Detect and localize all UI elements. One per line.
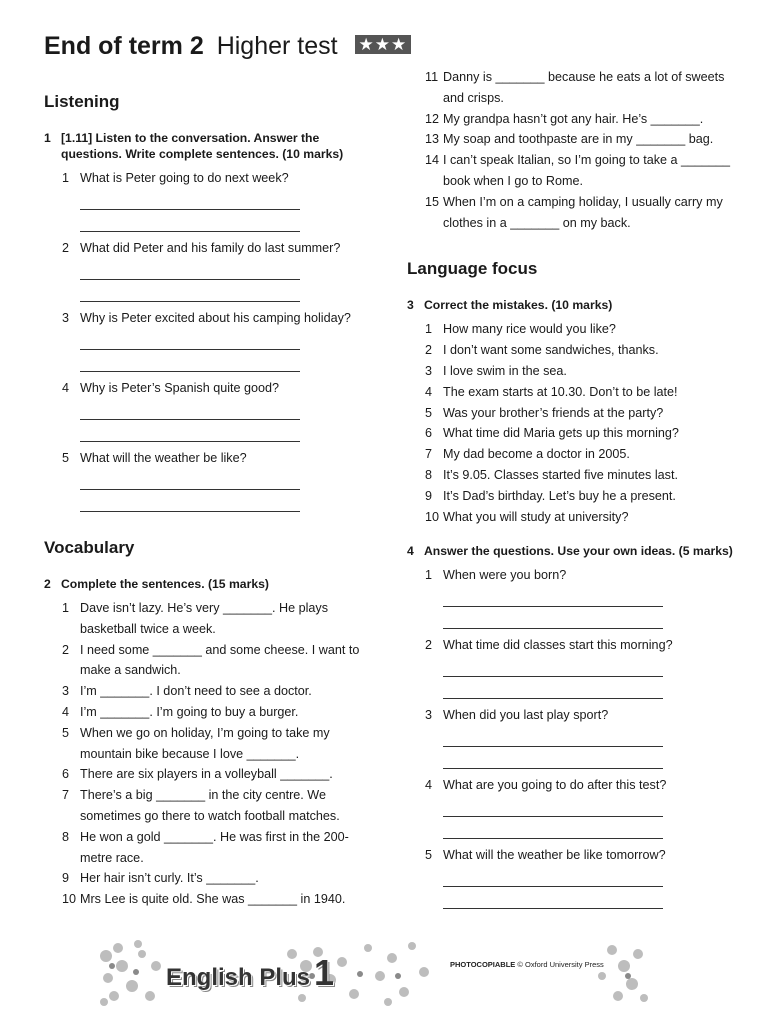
list-item bbox=[44, 723, 374, 765]
question-number: 1 bbox=[425, 568, 433, 583]
page-title bbox=[44, 32, 411, 61]
item-text: I love swim in the sea. bbox=[443, 363, 567, 378]
task-number: 3 bbox=[407, 298, 414, 313]
answer-line[interactable] bbox=[80, 350, 300, 372]
question-number: 4 bbox=[62, 381, 70, 395]
answer-line[interactable] bbox=[80, 280, 300, 302]
question-row bbox=[44, 238, 374, 258]
item-number: 13 bbox=[425, 132, 440, 147]
question-text: Why is Peter’s Spanish quite good? bbox=[80, 381, 280, 395]
item-number: 7 bbox=[62, 788, 70, 803]
question-row bbox=[407, 845, 737, 865]
list-item bbox=[407, 444, 737, 465]
task-number: 2 bbox=[44, 577, 51, 591]
test-level: Higher test bbox=[216, 32, 338, 60]
answer-line[interactable] bbox=[443, 795, 663, 817]
answer-line[interactable] bbox=[443, 747, 663, 769]
listening-questions bbox=[44, 168, 374, 512]
item-text: There are six players in a volleyball _______. bbox=[80, 767, 333, 782]
answer-line[interactable] bbox=[80, 468, 300, 490]
question-number: 5 bbox=[62, 451, 70, 465]
left-column bbox=[44, 92, 374, 910]
question-number: 3 bbox=[62, 311, 70, 325]
item-number: 14 bbox=[425, 153, 440, 168]
list-item bbox=[44, 764, 374, 785]
vocabulary-heading: Vocabulary bbox=[44, 538, 135, 557]
difficulty-stars: ★★★ bbox=[355, 35, 412, 54]
question-number: 2 bbox=[62, 241, 70, 255]
answer-line[interactable] bbox=[443, 607, 663, 629]
item-number: 7 bbox=[425, 447, 433, 462]
question-row bbox=[44, 308, 374, 328]
task-number: 1 bbox=[44, 131, 51, 145]
answer-line[interactable] bbox=[443, 865, 663, 887]
question-text: What did Peter and his family do last summer? bbox=[80, 241, 341, 255]
own-ideas-questions bbox=[407, 565, 737, 909]
list-item bbox=[44, 598, 374, 640]
item-number: 5 bbox=[425, 405, 433, 420]
task-text: Complete the sentences. (15 marks) bbox=[61, 577, 269, 591]
question-text: When did you last play sport? bbox=[443, 708, 609, 723]
item-number: 1 bbox=[425, 322, 433, 337]
answer-line[interactable] bbox=[80, 188, 300, 210]
list-item bbox=[407, 507, 737, 528]
question-row bbox=[44, 378, 374, 398]
footer bbox=[92, 936, 652, 1014]
list-item bbox=[407, 340, 737, 361]
question-number: 2 bbox=[425, 638, 433, 653]
answer-line[interactable] bbox=[443, 725, 663, 747]
item-text: I need some _______ and some cheese. I want to make a sandwich. bbox=[80, 642, 360, 678]
item-text: Was your brother’s friends at the party? bbox=[443, 405, 664, 420]
item-text: I’m _______. I’m going to buy a burger. bbox=[80, 704, 299, 719]
question-row bbox=[407, 705, 737, 725]
task-4-instruction bbox=[407, 543, 737, 559]
list-item bbox=[407, 465, 737, 486]
task-1-instruction bbox=[44, 130, 374, 162]
list-item bbox=[44, 785, 374, 827]
item-number: 8 bbox=[62, 829, 70, 844]
item-text: There’s a big _______ in the city centre. We sometimes go there to watch football matches. bbox=[80, 788, 340, 823]
item-number: 6 bbox=[425, 426, 433, 441]
item-number: 4 bbox=[62, 704, 70, 719]
item-number: 5 bbox=[62, 725, 70, 740]
item-text: Mrs Lee is quite old. She was _______ in 1940. bbox=[80, 892, 346, 907]
list-item bbox=[407, 150, 737, 192]
right-column bbox=[407, 67, 737, 909]
question-row bbox=[407, 775, 737, 795]
item-text: When we go on holiday, I’m going to take my mountain bike because I love _______. bbox=[80, 725, 330, 761]
vocabulary-items-right bbox=[407, 67, 737, 233]
item-text: Her hair isn’t curly. It’s _______. bbox=[80, 871, 259, 886]
question-row bbox=[407, 565, 737, 585]
item-text: What time did Maria gets up this morning? bbox=[443, 426, 679, 441]
item-number: 9 bbox=[62, 871, 70, 886]
answer-line[interactable] bbox=[80, 490, 300, 512]
answer-line[interactable] bbox=[80, 210, 300, 232]
answer-line[interactable] bbox=[443, 585, 663, 607]
item-text: I’m _______. I don’t need to see a doctor. bbox=[80, 684, 312, 699]
item-text: How many rice would you like? bbox=[443, 322, 616, 337]
task-number: 4 bbox=[407, 544, 414, 559]
item-number: 1 bbox=[62, 601, 70, 615]
list-item bbox=[44, 702, 374, 723]
test-title: End of term 2 bbox=[44, 32, 204, 60]
listening-heading: Listening bbox=[44, 92, 120, 111]
question-text: What is Peter going to do next week? bbox=[80, 171, 289, 185]
question-number: 4 bbox=[425, 778, 433, 793]
list-item bbox=[407, 129, 737, 150]
item-text: My soap and toothpaste are in my _______ bag. bbox=[443, 132, 714, 147]
answer-line[interactable] bbox=[443, 655, 663, 677]
question-number: 3 bbox=[425, 708, 433, 723]
list-item bbox=[407, 423, 737, 444]
list-item bbox=[407, 192, 737, 234]
item-text: I can’t speak Italian, so I’m going to take a _______ book when I go to Rome. bbox=[443, 153, 731, 188]
question-row bbox=[44, 448, 374, 468]
question-number: 1 bbox=[62, 171, 70, 185]
item-number: 9 bbox=[425, 488, 433, 503]
question-row bbox=[44, 168, 374, 188]
item-number: 12 bbox=[425, 111, 440, 126]
item-number: 4 bbox=[425, 384, 433, 399]
item-number: 10 bbox=[62, 892, 77, 907]
list-item bbox=[407, 403, 737, 424]
list-item bbox=[407, 382, 737, 403]
task-text: [1.11] Listen to the conversation. Answer the questions. Write complete sentences. (10 marks) bbox=[61, 131, 344, 161]
item-text: What you will study at university? bbox=[443, 509, 629, 524]
item-text: When I’m on a camping holiday, I usually carry my clothes in a _______ on my back. bbox=[443, 194, 723, 230]
item-number: 2 bbox=[62, 642, 70, 657]
task-text: Correct the mistakes. (10 marks) bbox=[424, 298, 613, 313]
item-number: 8 bbox=[425, 467, 433, 482]
list-item bbox=[407, 109, 737, 130]
question-row bbox=[407, 635, 737, 655]
item-number: 3 bbox=[62, 684, 70, 699]
question-text: What will the weather be like? bbox=[80, 451, 247, 465]
copyright-note: PHOTOCOPIABLE © Oxford University Press bbox=[450, 960, 604, 969]
item-text: My dad become a doctor in 2005. bbox=[443, 447, 630, 462]
list-item bbox=[407, 319, 737, 340]
item-number: 10 bbox=[425, 509, 440, 524]
item-number: 15 bbox=[425, 194, 440, 209]
item-text: Danny is _______ because he eats a lot of sweets and crisps. bbox=[443, 70, 725, 105]
language-focus-items bbox=[407, 319, 737, 527]
answer-line[interactable] bbox=[80, 328, 300, 350]
list-item bbox=[44, 681, 374, 702]
item-number: 3 bbox=[425, 363, 433, 378]
list-item bbox=[44, 827, 374, 869]
answer-line[interactable] bbox=[80, 420, 300, 442]
list-item bbox=[44, 640, 374, 682]
question-text: What will the weather be like tomorrow? bbox=[443, 848, 666, 863]
list-item bbox=[44, 889, 374, 910]
item-number: 11 bbox=[425, 70, 439, 84]
list-item bbox=[407, 67, 737, 109]
item-number: 2 bbox=[425, 343, 433, 358]
answer-line[interactable] bbox=[443, 817, 663, 839]
answer-line[interactable] bbox=[80, 398, 300, 420]
language-focus-heading: Language focus bbox=[407, 259, 538, 279]
item-text: It’s 9.05. Classes started five minutes last. bbox=[443, 467, 678, 482]
question-text: Why is Peter excited about his camping holiday? bbox=[80, 311, 351, 325]
item-text: Dave isn’t lazy. He’s very _______. He plays basketball twice a week. bbox=[80, 601, 329, 636]
task-3-instruction bbox=[407, 297, 737, 313]
task-text: Answer the questions. Use your own ideas. (5 marks) bbox=[424, 544, 733, 559]
item-text: I don’t want some sandwiches, thanks. bbox=[443, 343, 659, 358]
question-text: What are you going to do after this test? bbox=[443, 778, 667, 793]
item-text: The exam starts at 10.30. Don’t to be late! bbox=[443, 384, 678, 399]
vocabulary-items-left bbox=[44, 598, 374, 910]
task-2-instruction bbox=[44, 576, 374, 592]
list-item bbox=[407, 486, 737, 507]
item-number: 6 bbox=[62, 767, 70, 782]
list-item bbox=[44, 868, 374, 889]
question-text: When were you born? bbox=[443, 568, 567, 583]
item-text: He won a gold _______. He was first in the 200-metre race. bbox=[80, 829, 349, 865]
answer-line[interactable] bbox=[443, 677, 663, 699]
item-text: My grandpa hasn’t got any hair. He’s _______. bbox=[443, 111, 704, 126]
answer-line[interactable] bbox=[443, 887, 663, 909]
list-item bbox=[407, 361, 737, 382]
english-plus-logo: English Plus 1 bbox=[166, 952, 335, 993]
question-text: What time did classes start this morning? bbox=[443, 638, 673, 653]
question-number: 5 bbox=[425, 848, 433, 863]
answer-line[interactable] bbox=[80, 258, 300, 280]
item-text: It’s Dad’s birthday. Let’s buy he a present. bbox=[443, 488, 676, 503]
